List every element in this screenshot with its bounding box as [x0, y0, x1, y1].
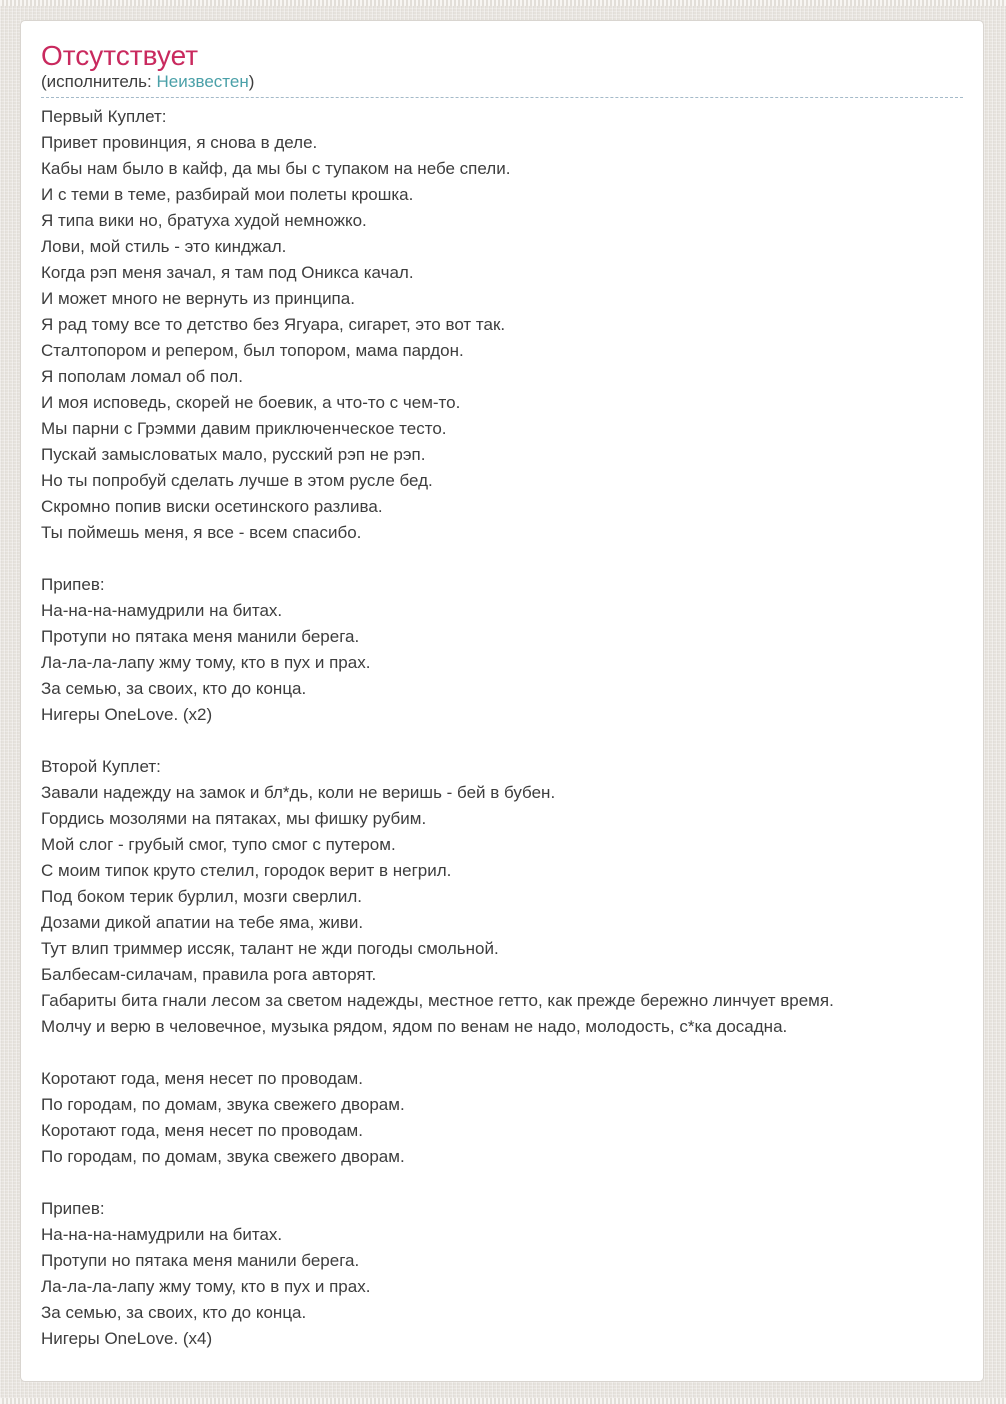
lyrics-line: И с теми в теме, разбирай мои полеты крошка.: [41, 185, 414, 204]
lyrics-line: Но ты попробуй сделать лучше в этом русле бед.: [41, 471, 433, 490]
song-title: Отсутствует: [41, 40, 199, 71]
lyrics-line: Я пополам ломал об пол.: [41, 367, 243, 386]
lyrics-line: Припев:: [41, 575, 105, 594]
lyrics-line: На-на-на-намудрили на битах.: [41, 601, 283, 620]
lyrics-stanza: [41, 1066, 963, 1170]
lyrics-line: Завали надежду на замок и бл*дь, коли не веришь - бей в бубен.: [41, 783, 556, 802]
lyrics-line: Гордись мозолями на пятаках, мы фишку рубим.: [41, 809, 427, 828]
lyrics-line: Молчу и верю в человечное, музыка рядом, ядом по венам не надо, молодость, с*ка досадна.: [41, 1017, 788, 1036]
lyrics-line: Ла-ла-ла-лапу жму тому, кто в пух и прах.: [41, 653, 371, 672]
lyrics-line: По городам, по домам, звука свежего дворам.: [41, 1147, 405, 1166]
lyrics-line: За семью, за своих, кто до конца.: [41, 1303, 307, 1322]
lyrics-line: Ты поймешь меня, я все - всем спасибо.: [41, 523, 362, 542]
lyrics-line: Кабы нам было в кайф, да мы бы с тупаком на небе спели.: [41, 159, 511, 178]
lyrics-line: Коротают года, меня несет по проводам.: [41, 1069, 363, 1088]
lyrics-line: Нигеры OneLove. (x2): [41, 705, 213, 724]
artist-label-suffix: ): [248, 72, 255, 91]
page-top-texture-band: [0, 0, 1006, 6]
page-bottom-texture-band: [0, 1398, 1006, 1404]
lyrics-line: Первый Куплет:: [41, 107, 167, 126]
lyrics-line: Когда рэп меня зачал, я там под Оникса качал.: [41, 263, 414, 282]
lyrics-stanza: [41, 1196, 963, 1352]
lyrics-line: Припев:: [41, 1199, 105, 1218]
lyrics: [41, 104, 963, 1352]
lyrics-line: Коротают года, меня несет по проводам.: [41, 1121, 363, 1140]
lyrics-line: Протупи но пятака меня манили берега.: [41, 1251, 360, 1270]
lyrics-line: Нигеры OneLove. (x4): [41, 1329, 213, 1348]
lyrics-line: За семью, за своих, кто до конца.: [41, 679, 307, 698]
lyrics-line: Под боком терик бурлил, мозги сверлил.: [41, 887, 363, 906]
lyrics-line: Тут влип триммер иссяк, талант не жди погоды смольной.: [41, 939, 499, 958]
lyrics-line: Второй Куплет:: [41, 757, 161, 776]
lyrics-card: [20, 20, 984, 1382]
lyrics-line: Привет провинция, я снова в деле.: [41, 133, 318, 152]
lyrics-line: С моим типок круто стелил, городок верит в негрил.: [41, 861, 452, 880]
lyrics-stanza: [41, 754, 963, 1040]
artist-link[interactable]: Неизвестен: [156, 72, 249, 91]
lyrics-line: Балбесам-силачам, правила рога авторят.: [41, 965, 377, 984]
lyrics-line: Мой слог - грубый смог, тупо смог с путером.: [41, 835, 396, 854]
lyrics-line: Скромно попив виски осетинского разлива.: [41, 497, 383, 516]
lyrics-line: Мы парни с Грэмми давим приключенческое тесто.: [41, 419, 447, 438]
lyrics-line: Протупи но пятака меня манили берега.: [41, 627, 360, 646]
song-header: [41, 41, 963, 98]
lyrics-line: Сталтопором и репером, был топором, мама пардон.: [41, 341, 464, 360]
lyrics-stanza: [41, 104, 963, 546]
lyrics-line: Дозами дикой апатии на тебе яма, живи.: [41, 913, 364, 932]
lyrics-line: Я рад тому все то детство без Ягуара, сигарет, это вот так.: [41, 315, 506, 334]
lyrics-line: Я типа вики но, братуха худой немножко.: [41, 211, 367, 230]
artist-label-prefix: (исполнитель:: [41, 72, 157, 91]
lyrics-line: Габариты бита гнали лесом за светом надежды, местное гетто, как прежде бережно линчует время.: [41, 991, 834, 1010]
lyrics-line: По городам, по домам, звука свежего дворам.: [41, 1095, 405, 1114]
lyrics-line: И моя исповедь, скорей не боевик, а что-то с чем-то.: [41, 393, 461, 412]
lyrics-line: Ла-ла-ла-лапу жму тому, кто в пух и прах.: [41, 1277, 371, 1296]
lyrics-line: Лови, мой стиль - это кинджал.: [41, 237, 287, 256]
lyrics-line: На-на-на-намудрили на битах.: [41, 1225, 283, 1244]
artist-line: [41, 71, 963, 93]
lyrics-stanza: [41, 572, 963, 728]
lyrics-line: И может много не вернуть из принципа.: [41, 289, 355, 308]
lyrics-line: Пускай замысловатых мало, русский рэп не рэп.: [41, 445, 426, 464]
